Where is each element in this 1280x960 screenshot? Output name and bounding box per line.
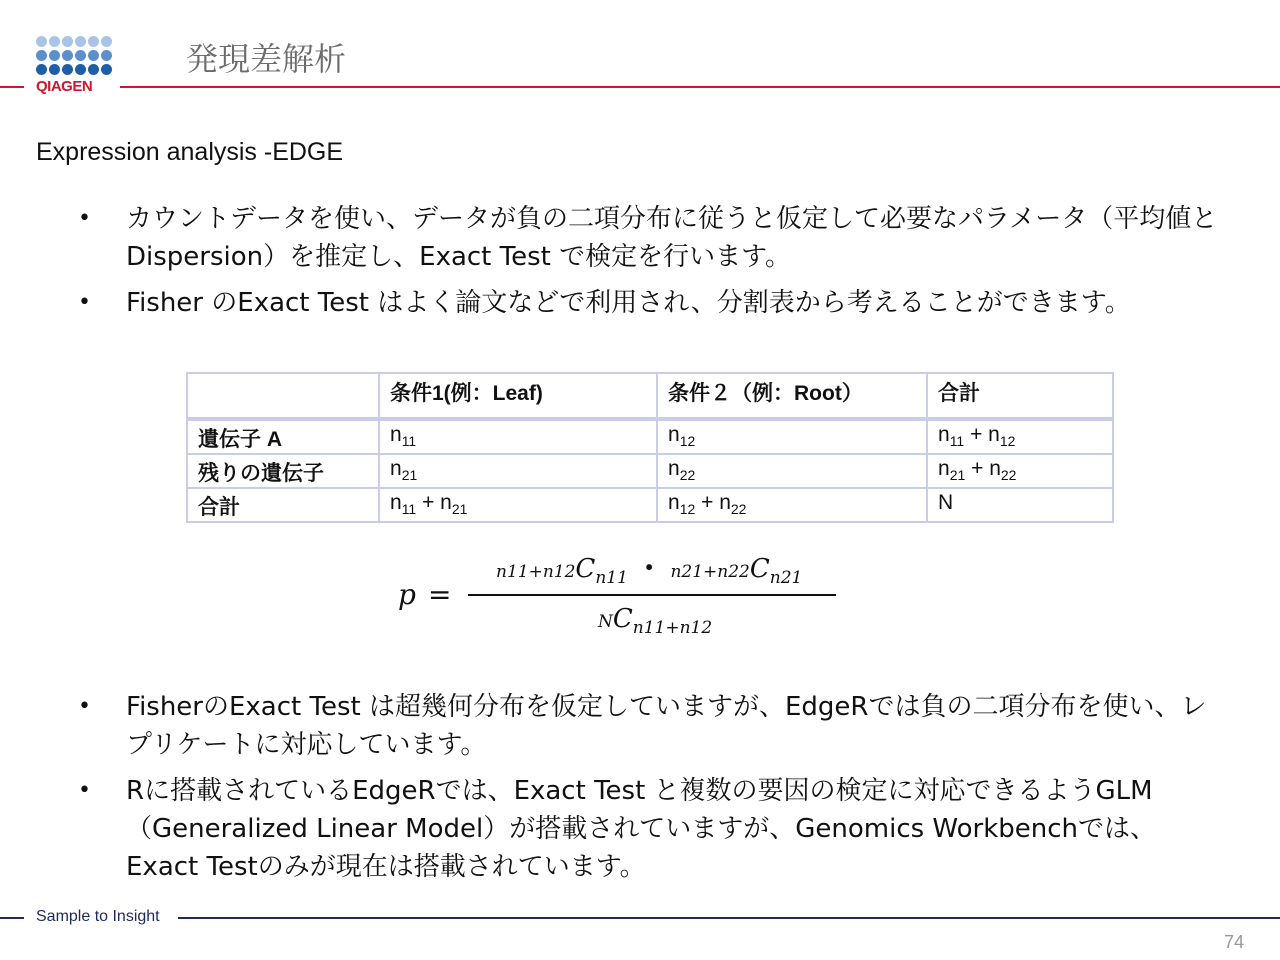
- contingency-table: [186, 372, 1114, 523]
- table-header-cell: 合計: [927, 373, 1113, 419]
- table-row: [187, 488, 1113, 522]
- formula-equals: =: [428, 578, 452, 611]
- logo-dot: [49, 36, 60, 47]
- header-divider: [120, 86, 1280, 88]
- table-header-cell: 条件1(例：Leaf): [379, 373, 657, 419]
- bullet-text: FisherのExact Test は超幾何分布を仮定していますが、EdgeRでは負の二項分布を使い、レプリケートに対応しています。: [126, 692, 1207, 760]
- header-divider: [0, 86, 24, 88]
- bullet-marker: •: [78, 206, 91, 231]
- table-cell: $n_{22}$: [657, 454, 927, 488]
- logo-wordmark: QIAGEN: [36, 78, 93, 95]
- logo-dot: [101, 36, 112, 47]
- bullet-text: カウントデータを使い、データが負の二項分布に従うと仮定して必要なパラメータ（平均値とDispersion）を推定し、Exact Test で検定を行います。: [126, 204, 1218, 272]
- slide-title: 発現差解析: [186, 40, 347, 78]
- bullet-item: [78, 772, 1228, 886]
- logo-dot: [88, 50, 99, 61]
- logo-dot: [62, 36, 73, 47]
- table-cell: $n_{11} + n_{21}$: [379, 488, 657, 522]
- table-cell: $n_{21}$: [379, 454, 657, 488]
- bullet-marker: •: [78, 694, 91, 719]
- formula-lhs: p: [398, 578, 416, 611]
- logo-dot: [36, 64, 47, 75]
- logo-dot: [88, 64, 99, 75]
- table-header-cell: [187, 373, 379, 419]
- fisher-formula: [398, 548, 858, 648]
- formula-denominator: $NC_{n11+n12}$: [598, 604, 713, 639]
- logo-dot: [62, 64, 73, 75]
- row-label: 残りの遺伝子: [187, 454, 379, 488]
- table-cell: $n_{12} + n_{22}$: [657, 488, 927, 522]
- logo-dot: [88, 36, 99, 47]
- table-cell: $n_{12}$: [657, 419, 927, 454]
- bullet-marker: •: [78, 290, 91, 315]
- logo-dot: [101, 64, 112, 75]
- table-row: [187, 419, 1113, 454]
- logo-dot: [101, 50, 112, 61]
- logo-dot: [75, 36, 86, 47]
- bullet-list-top: [78, 200, 1228, 330]
- bullet-item: [78, 284, 1228, 322]
- footer-divider: [0, 917, 24, 919]
- logo-dot: [75, 64, 86, 75]
- qiagen-logo: [36, 36, 112, 98]
- logo-dot: [36, 36, 47, 47]
- table-cell: N: [927, 488, 1113, 522]
- table-cell: $n_{21} + n_{22}$: [927, 454, 1113, 488]
- logo-dot: [62, 50, 73, 61]
- footer-tagline: Sample to Insight: [36, 908, 160, 925]
- bullet-text: Fisher のExact Test はよく論文などで利用され、分割表から考えることができます。: [126, 288, 1131, 318]
- table-header-row: [187, 373, 1113, 419]
- bullet-list-bottom: [78, 688, 1228, 894]
- logo-dot: [49, 64, 60, 75]
- table-header-cell: 条件２（例：Root）: [657, 373, 927, 419]
- row-label: 合計: [187, 488, 379, 522]
- formula-numerator: $n11+n12C_{n11}$ ・ $n21+n22C_{n21}$: [496, 554, 803, 589]
- row-label: 遺伝子 A: [187, 419, 379, 454]
- bullet-text: Rに搭載されているEdgeRでは、Exact Test と複数の要因の検定に対応できるようGLM（Generalized Linear Model）が搭載されていますが、Genomics Workbenchでは、Exact Testのみが現在は搭載されています。: [126, 776, 1157, 882]
- bullet-item: [78, 200, 1228, 276]
- page-number: 74: [1223, 932, 1244, 952]
- logo-dot: [49, 50, 60, 61]
- logo-dot: [75, 50, 86, 61]
- footer-divider: [178, 917, 1280, 919]
- slide-subtitle: Expression analysis -EDGE: [36, 138, 344, 166]
- fraction-bar: [468, 594, 836, 596]
- logo-dot: [36, 50, 47, 61]
- table-cell: $n_{11} + n_{12}$: [927, 419, 1113, 454]
- bullet-marker: •: [78, 778, 91, 803]
- bullet-item: [78, 688, 1228, 764]
- table-cell: $n_{11}$: [379, 419, 657, 454]
- table-row: [187, 454, 1113, 488]
